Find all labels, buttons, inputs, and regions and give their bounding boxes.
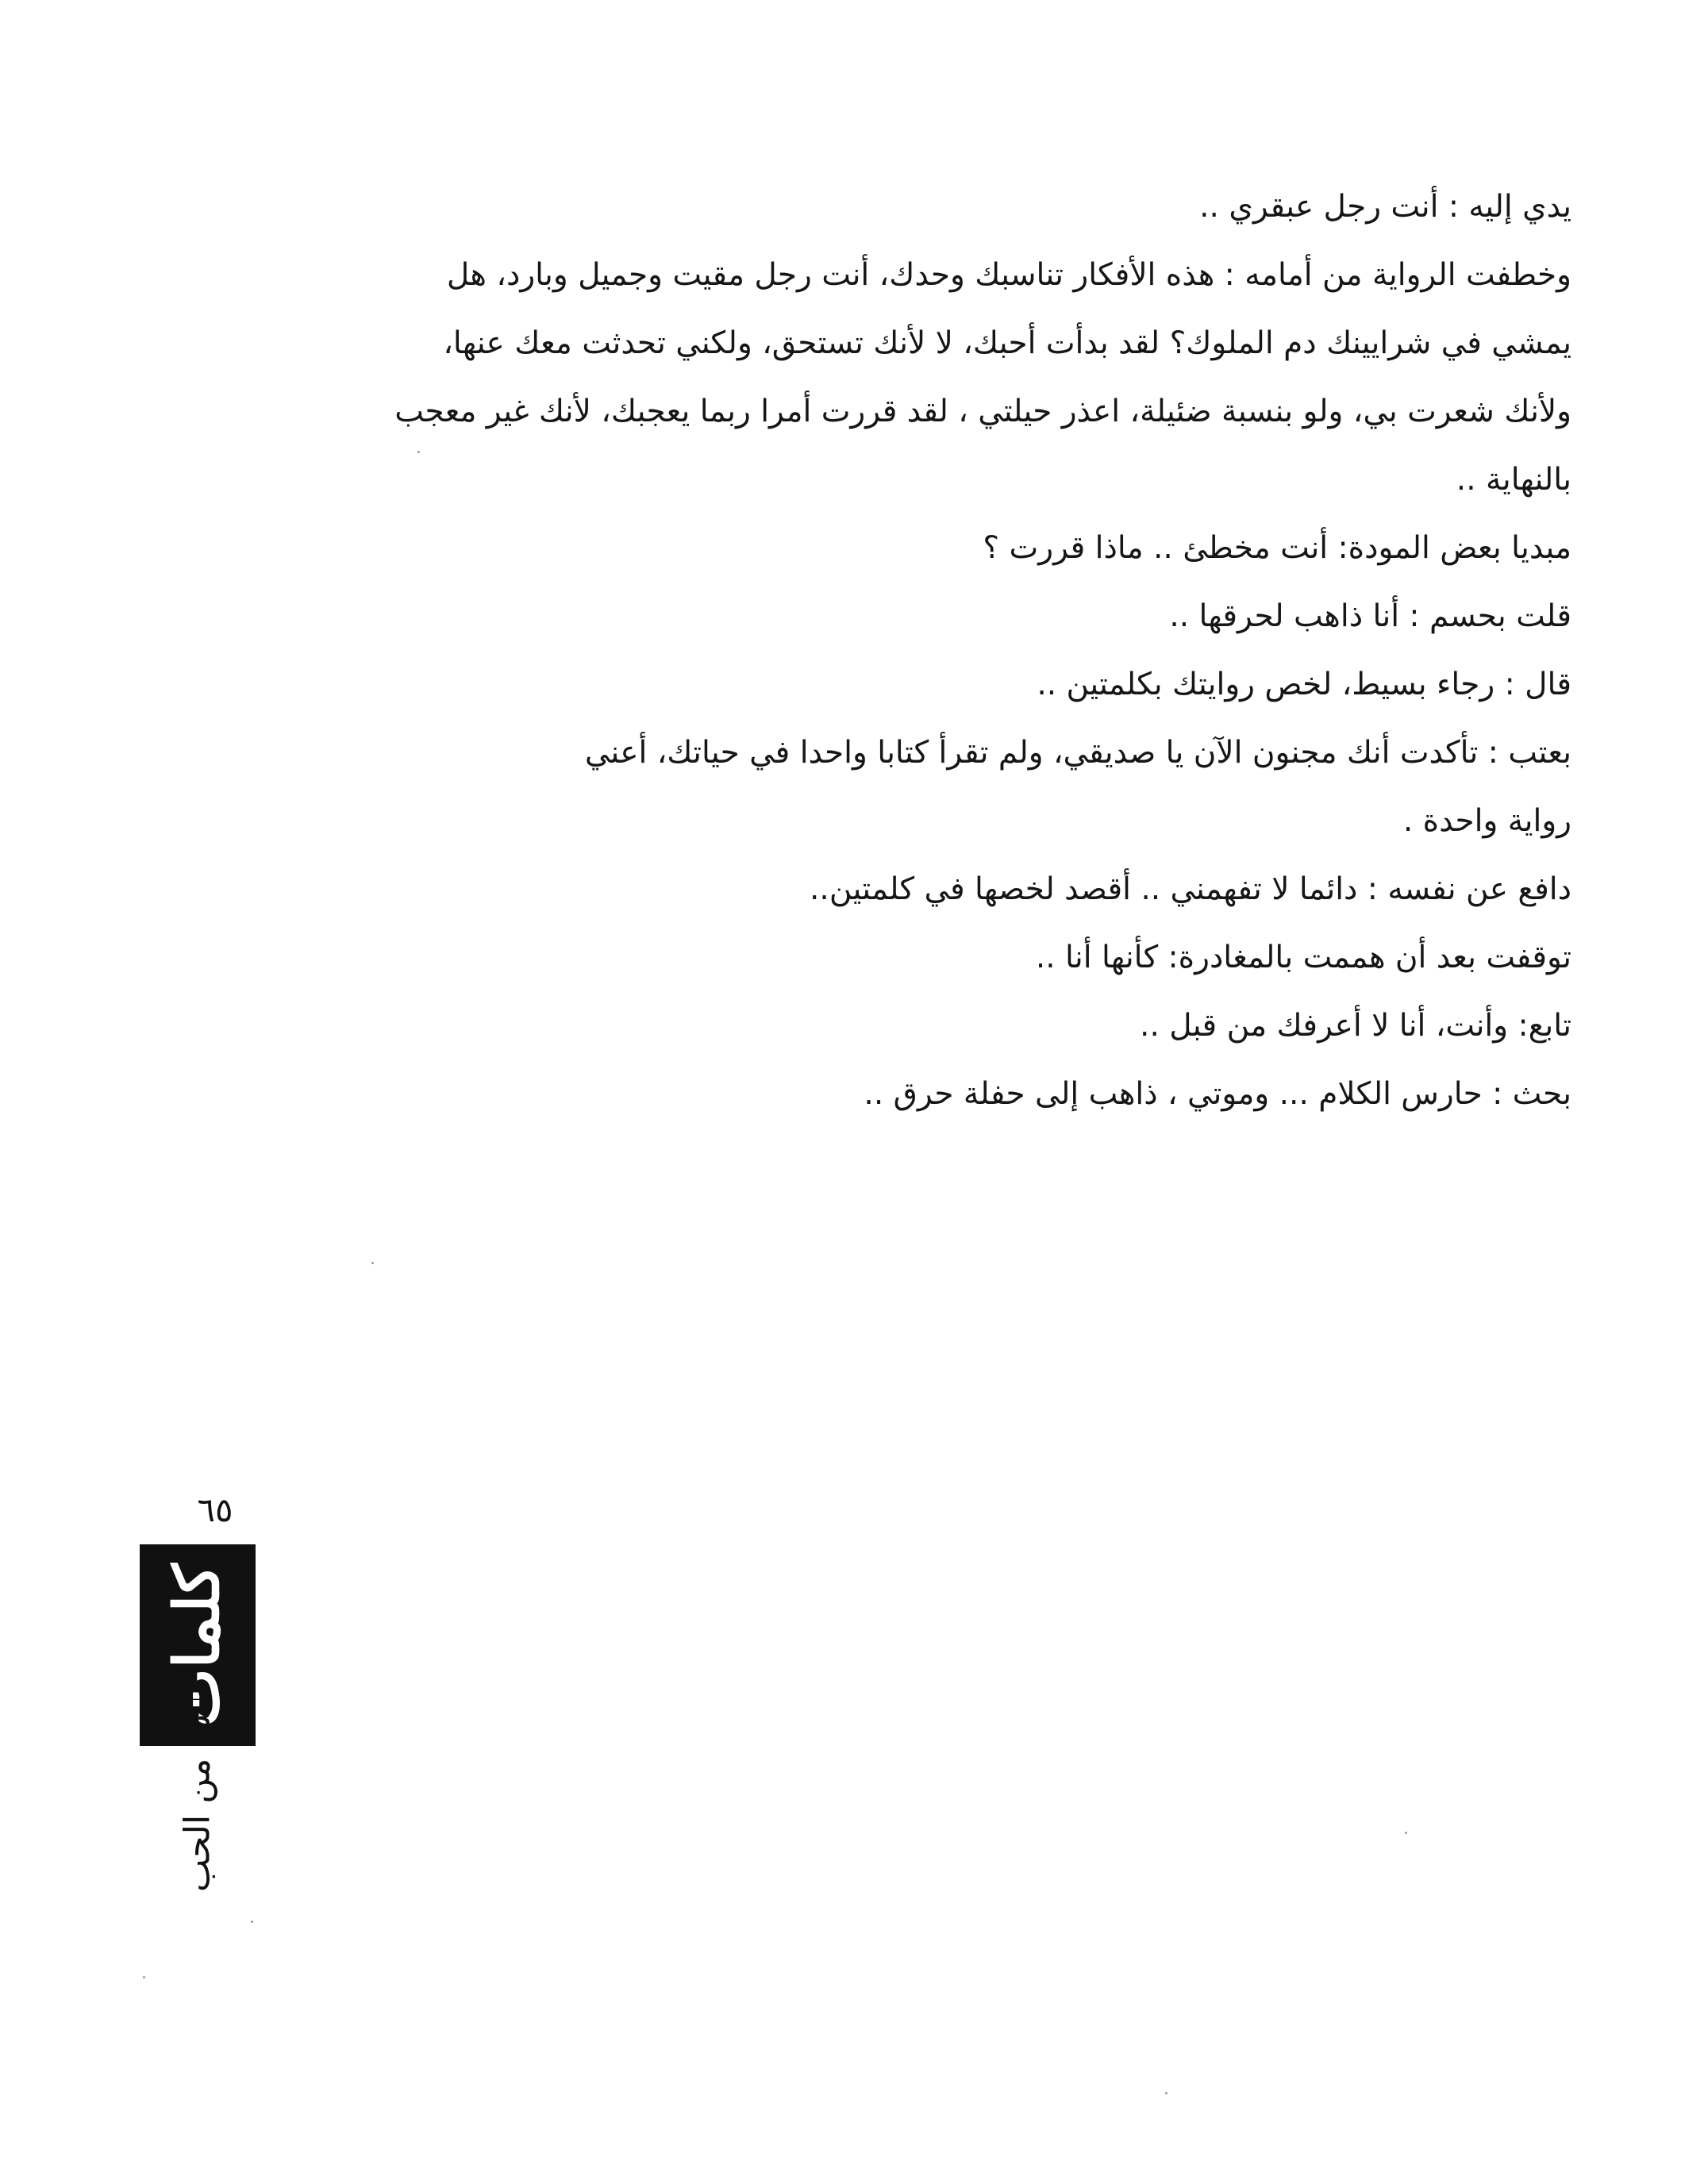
scan-speck	[1165, 2092, 1168, 2094]
text-line: بعتب : تأكدت أنك مجنون الآن يا صديقي، ولم تقرأ كتابا واحدا في حياتك، أعني	[584, 735, 1571, 771]
text-line: توقفت بعد أن هممت بالمغادرة: كأنها أنا ..	[1035, 940, 1571, 975]
brand-logo: كلمات	[161, 1563, 233, 1727]
text-line: بالنهاية ..	[1456, 462, 1571, 498]
text-line: يمشي في شرايينك دم الملوك؟ لقد بدأت أحبك، لا لأنك تستحق، ولكني تحدثت معك عنها،	[443, 325, 1571, 361]
text-line: قال : رجاء بسيط، لخص روايتك بكلمتين ..	[1037, 667, 1571, 702]
text-line: وخطفت الرواية من أمامه : هذه الأفكار تناسبك وحدك، أنت رجل مقيت وجميل وبارد، هل	[446, 257, 1571, 293]
text-line: قلت بحسم : أنا ذاهب لحرقها ..	[1169, 598, 1571, 634]
body-text	[341, 173, 1571, 1129]
text-line: يدي إليه : أنت رجل عبقري ..	[1199, 189, 1571, 225]
scan-speck	[143, 1976, 145, 1978]
text-line: ولأنك شعرت بي، ولو بنسبة ضئيلة، اعذر حيلتي ، لقد قررت أمرا ربما يعجبك، لأنك غير معجب	[394, 394, 1571, 429]
scan-speck	[1405, 1832, 1407, 1834]
page-number: ٦٥	[197, 1490, 233, 1529]
text-line: دافع عن نفسه : دائما لا تفهمني .. أقصد لخصها في كلمتين..	[810, 871, 1571, 907]
text-line: تابع: وأنت، أنا لا أعرفك من قبل ..	[1140, 1008, 1571, 1044]
scan-speck	[251, 1921, 253, 1923]
scan-speck	[371, 1262, 374, 1264]
text-line: مبديا بعض المودة: أنت مخطئ .. ماذا قررت ؟	[983, 530, 1571, 566]
scan-speck	[417, 451, 420, 453]
text-line: بحث : حارس الكلام ... وموتي ، ذاهب إلى حفلة حرق ..	[864, 1076, 1571, 1112]
book-title: مس من الحب	[177, 1684, 218, 1892]
text-line: رواية واحدة .	[1402, 803, 1571, 839]
